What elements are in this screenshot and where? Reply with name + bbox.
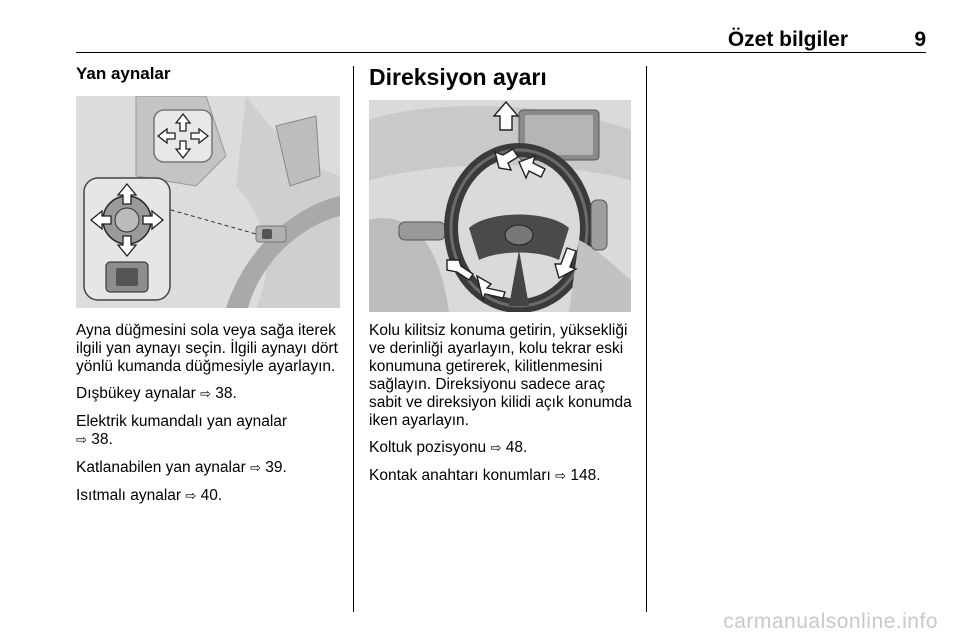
mirror-text-block (76, 322, 346, 515)
page-number: 9 (914, 28, 926, 51)
column-divider-2 (646, 66, 647, 612)
mirror-paragraph: Ayna düğmesini sola veya sağa iterek ilgili yan aynayı seçin. İlgili aynayı dört yönlü kumanda düğmesiyle ayarlayın. (76, 322, 338, 375)
ref-heated-mirrors[interactable]: Isıtmalı aynalar ⇨ 40. (76, 487, 223, 504)
xref-arrow-icon: ⇨ (250, 461, 261, 476)
watermark: carmanualsonline.info (723, 610, 938, 633)
ref-convex-mirrors[interactable]: Dışbükey aynalar ⇨ 38. (76, 385, 237, 402)
header-title: Özet bilgiler (727, 28, 848, 51)
ref-ignition-positions[interactable]: Kontak anahtarı konumları ⇨ 148. (369, 467, 601, 484)
ref-folding-mirrors[interactable]: Katlanabilen yan aynalar ⇨ 39. (76, 459, 287, 476)
ref-seat-position[interactable]: Koltuk pozisyonu ⇨ 48. (369, 439, 528, 456)
mirror-figure (76, 96, 340, 308)
xref-arrow-icon: ⇨ (200, 387, 211, 402)
xref-arrow-icon: ⇨ (555, 469, 567, 484)
xref-arrow-icon: ⇨ (185, 489, 197, 504)
steering-text-block (369, 322, 641, 495)
steering-figure (369, 100, 631, 312)
header-rule (76, 52, 926, 53)
steering-paragraph: Kolu kilitsiz konuma getirin, yüksekliği ve derinliği ayarlayın, kolu tekrar eski konumuna getirerek, kilitlenmesini sağlayın. Direksiyonu sadece araç sabit ve direksiyon kilidi açık konumda iken ayarlayın. (369, 322, 632, 429)
xref-arrow-icon: ⇨ (76, 433, 87, 448)
xref-arrow-icon: ⇨ (490, 441, 502, 456)
ref-electric-mirrors[interactable]: Elektrik kumandalı yan aynalar ⇨ 38. (76, 413, 288, 448)
section-title-mirrors: Yan aynalar (76, 64, 171, 83)
section-title-steering: Direksiyon ayarı (369, 64, 547, 90)
column-divider-1 (353, 66, 354, 612)
steering-wheel-adjustment-illustration-icon (369, 100, 631, 312)
mirror-control-illustration-icon (76, 96, 340, 308)
